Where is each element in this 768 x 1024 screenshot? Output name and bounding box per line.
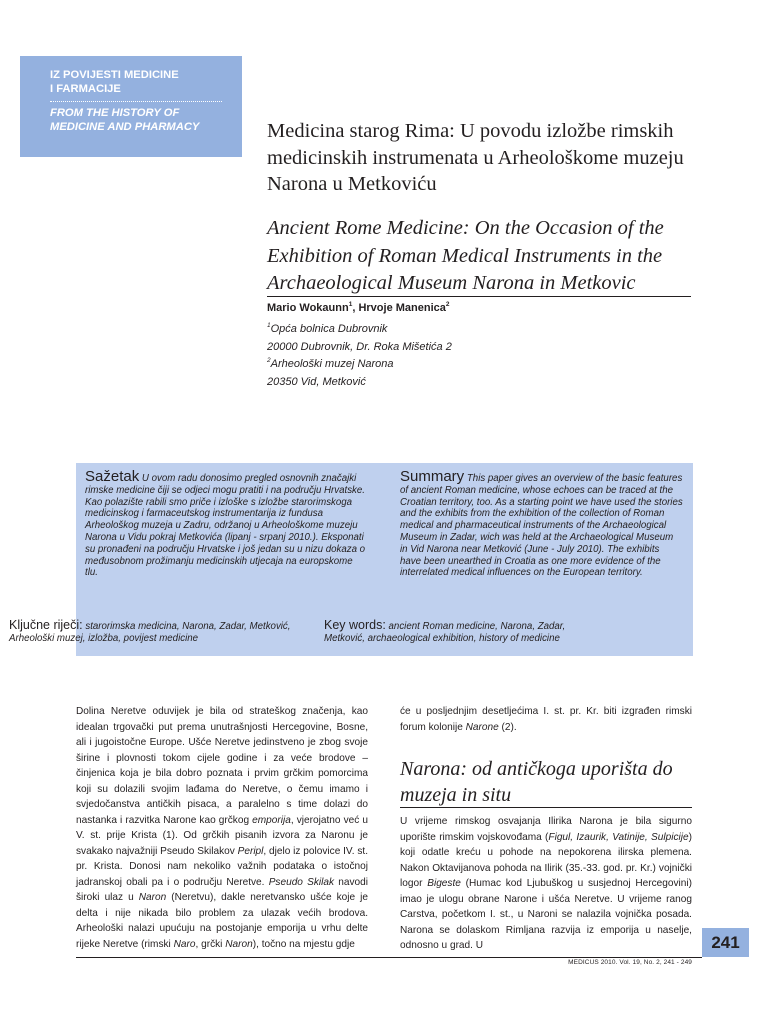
- keywords-croatian: [9, 620, 292, 645]
- body-column-right: [400, 814, 692, 954]
- section-label-hr-line2: I FARMACIJE: [50, 83, 121, 95]
- body-text-run: Naro: [173, 938, 196, 950]
- abstract-text-croatian: U ovom radu donosimo pregled osnovnih značajki rimske medicine čiji se odjeci mogu pratiti i na području Hrvatske. Kao polazište rabili smo priče i izloške s izložbe starorimskoga medicinskog i farmaceutskog instrumentarija iz fundusa Arheološkog muzeja u Zadru, održanoj u Arheološkome muzeju Narona u Vidu pokraj Metkovića (lipanj - srpanj 2010.). Eksponati su pronađeni na području Hrvatske i još jedan su u nizu dokaza o međusobnom prožimanju medicinskih utjecaja na europskome tlu.: [85, 473, 366, 579]
- body-column-right-continuation: [400, 704, 692, 735]
- section-heading: Narona: od antičkoga uporišta do muzeja in situ: [400, 758, 673, 806]
- author-separator: ,: [352, 302, 359, 314]
- section-heading-divider: [400, 807, 692, 808]
- body-text-run: (Humac kod Ljubuškog u susjednoj Hercegovini) imao je ulogu obrane Narone i ušća Neretve. U vrijeme ranog Carstva, početkom I. st., u Naroni se nalazila vojnička posada. Narona se dolaskom Rimljana razvija iz emporija u naselje, odnosno u grad. U: [400, 878, 693, 951]
- abstract-text-english: This paper gives an overview of the basic features of ancient Roman medicine, whose echoes can be traced at the Croatian territory, too. As a starting point we have used the stories and the exhibits from the exhibition of the collection of Roman medical and pharmaceutical instruments of the Archaeological Museum in Zadar, wich was held at the Archaeological Museum in Vid Narona near Metković (June - July 2010). The exhibits have been unearthed in Croatia as one more evidence of the interrelated medical influences on the European territory.: [400, 473, 683, 579]
- author-name: Hrvoje Manenica: [358, 302, 446, 314]
- body-text-run: Pseudo Skilak: [268, 876, 335, 888]
- body-text-run: Narone: [465, 721, 499, 733]
- keywords-text-croatian: starorimska medicina, Narona, Zadar, Metković, Arheološki muzej, izložba, povijest medicine: [9, 621, 291, 644]
- body-text-run: , djelo iz polovice IV. st. pr. Krista. Donosi nam nekoliko važnih podataka o istočnoj jadranskoj obali pa i o području Neretve.: [76, 845, 368, 888]
- affiliation-line: $^1$Opća bolnica Dubrovnik: [267, 322, 388, 335]
- affiliations: [267, 321, 452, 392]
- article-title-english: Ancient Rome Medicine: On the Occasion of the Exhibition of Roman Medical Instruments in the Archaeological Museum Narona in Metkovic: [267, 217, 664, 294]
- dotted-divider: [50, 101, 222, 102]
- author-affiliation-mark: 1: [348, 301, 353, 308]
- body-text-run: (2).: [498, 721, 517, 733]
- abstract-croatian: [85, 468, 368, 579]
- body-text-run: Dolina Neretve oduvijek je bila od strateškog značenja, kao idealan trgovački put prema unutrašnjosti Hercegovine, Bosne, ali i jugoistočne Europe. Ušće Neretve jedinstveno je zbog svoje širine i plovnosti tokom cijele godine i za veće brodove – činjenica koja je bila dobro poznata i prvim grčkim pomorcima koji su dolazili svojim lađama do Neretve, o čemu imamo i svjedočanstva antičkih pisaca, a paralelno s time dolazi do nastanka i razvitka Narone kao grčkog: [76, 706, 368, 826]
- affiliation-line: 20350 Vid, Metković: [267, 376, 366, 389]
- abstract-english: [400, 468, 683, 579]
- body-text-run: (Neretvu), dakle neretvansko ušće koje je delta i nije nikada bilo problem za ulazak većih brodova. Arheološki nalazi upućuju na postojanje emporija u vrhu delte rijeke Neretve (rimski: [76, 892, 368, 950]
- affiliation-line: 20000 Dubrovnik, Dr. Roka Mišetića 2: [267, 340, 452, 353]
- page-number: 241: [702, 928, 749, 957]
- keywords-text-english: ancient Roman medicine, Narona, Zadar, Metković, archaeological exhibition, history of medicine: [324, 621, 566, 644]
- keywords-heading-croatian: Ključne riječi:: [9, 618, 83, 632]
- body-text-run: , vjerojatno već u V. st. prije Krista (1). Od grčkih pisanih izvora za Naronu je svakako najvažniji Pseudo Skilakov: [76, 814, 368, 857]
- body-text-run: U vrijeme rimskog osvajanja Ilirika Narona je bila sigurno uporište rimskim vojskovođama (: [400, 816, 692, 843]
- body-text-run: , grčki: [195, 938, 226, 950]
- author-list: [267, 302, 450, 314]
- body-column-left: [76, 704, 368, 952]
- body-text-run: Naron: [225, 938, 253, 950]
- body-text-run: Bigeste: [427, 878, 461, 889]
- body-text-run: navodi široki ulaz u: [76, 876, 368, 903]
- journal-footer: MEDICUS 2010. Vol. 19, No. 2, 241 - 249: [568, 959, 692, 966]
- body-text-run: Peripl: [237, 845, 264, 857]
- affiliation-line: $^2$Arheološki muzej Narona: [267, 357, 394, 371]
- keywords-english: [324, 620, 607, 645]
- section-label-box: [20, 56, 242, 157]
- body-text-run: emporija: [252, 814, 291, 826]
- body-text-run: Figul, Izaurik, Vatinije, Sulpicije: [548, 831, 689, 843]
- body-text-run: će u posljednjim desetljećima I. st. pr. Kr. biti izgrađen rimski forum kolonije: [400, 706, 692, 733]
- footer-divider: [76, 957, 702, 958]
- body-text-run: Naron: [138, 892, 167, 903]
- abstract-heading-english: Summary: [400, 468, 465, 485]
- abstract-heading-croatian: Sažetak: [85, 468, 140, 485]
- section-label-en-line1: FROM THE HISTORY OF: [50, 107, 180, 119]
- keywords-heading-english: Key words:: [324, 618, 386, 632]
- author-affiliation-mark: 2: [445, 301, 450, 308]
- section-label-hr-line1: IZ POVIJESTI MEDICINE: [50, 69, 179, 81]
- title-divider: [267, 296, 691, 297]
- author-name: Mario Wokaunn: [267, 302, 349, 314]
- section-label-en-line2: MEDICINE AND PHARMACY: [50, 121, 200, 133]
- article-title-croatian: Medicina starog Rima: U povodu izložbe rimskih medicinskih instrumenata u Arheološkome muzeju Narona u Metkoviću: [267, 120, 684, 195]
- body-text-run: ) koji odatle kreću u pohode na nepokorena ilirska plemena. Nakon Oktavijanova pohoda na Ilirik (35.-33. god. pr. Kr.) vojnički logor: [400, 831, 692, 889]
- body-text-run: ), točno na mjestu gdje: [252, 938, 355, 950]
